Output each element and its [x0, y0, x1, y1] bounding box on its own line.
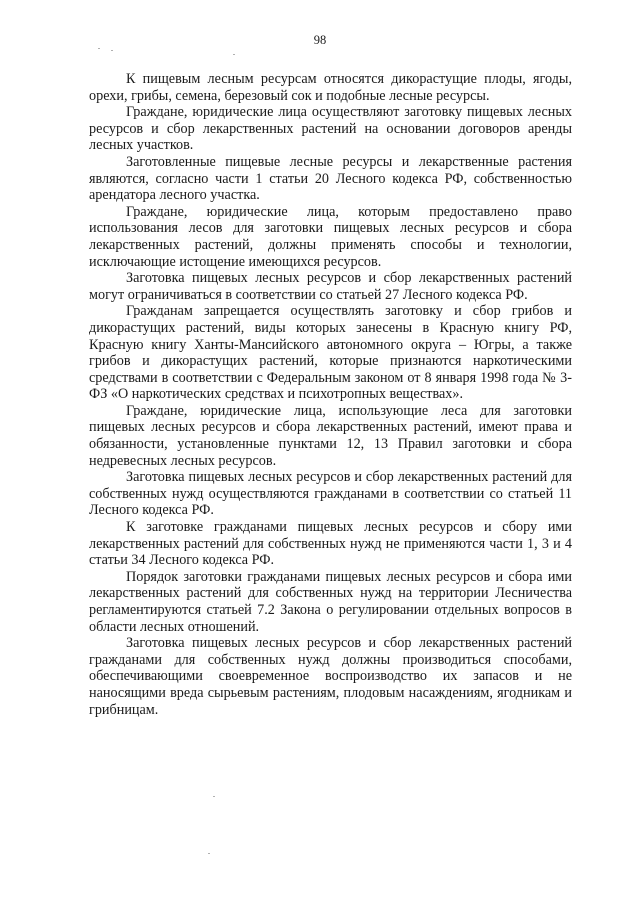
scan-speck [111, 50, 113, 51]
scan-speck [233, 54, 235, 55]
paragraph-rights-obligations: Граждане, юридические лица, использующие леса для заготовки пищевых лесных ресурсов и сбора лекарственных растений, имеют права и обязанности, установленные пунктами 12, 13 Правил заготовки и сбора недревесных лесных ресурсов. [89, 402, 572, 469]
paragraph-ownership: Заготовленные пищевые лесные ресурсы и лекарственные растения являются, согласно части 1 статьи 20 Лесного кодекса РФ, собственностью арендатора лесного участка. [89, 153, 572, 204]
paragraph-procedure: Порядок заготовки гражданами пищевых лесных ресурсов и сбора ими лекарственных растений для собственных нужд на территории Лесничества регламентируются статьей 7.2 Закона о регулировании отдельных вопросов в области лесных отношений. [89, 568, 572, 635]
paragraph-lease-harvesting: Граждане, юридические лица осуществляют заготовку пищевых лесных ресурсов и сбор лекарственных растений на основании договоров аренды лесных участков. [89, 104, 572, 154]
scan-speck [213, 796, 215, 797]
scan-speck [98, 48, 100, 49]
paragraph-food-resources-definition: К пищевым лесным ресурсам относятся дикорастущие плоды, ягоды, орехи, грибы, семена, березовый сок и подобные лесные ресурсы. [89, 71, 572, 104]
scan-speck [208, 853, 210, 854]
paragraph-restrictions: Заготовка пищевых лесных ресурсов и сбор лекарственных растений могут ограничиваться в соответствии со статьей 27 Лесного кодекса РФ. [89, 270, 572, 303]
paragraph-own-needs: Заготовка пищевых лесных ресурсов и сбор лекарственных растений для собственных нужд осуществляются гражданами в соответствии со статьей 11 Лесного кодекса РФ. [89, 469, 572, 519]
document-body [89, 71, 572, 718]
paragraph-non-applicable-articles: К заготовке гражданами пищевых лесных ресурсов и сбору ими лекарственных растений для собственных нужд не применяются части 1, 3 и 4 статьи 34 Лесного кодекса РФ. [89, 519, 572, 569]
paragraph-sustainable-methods: Заготовка пищевых лесных ресурсов и сбор лекарственных растений гражданами для собственных нужд должны производиться способами, обеспечивающими своевременное воспроизводство их запасов и не наносящими вреда сырьевым растениям, плодовым насаждениям, ягодникам и грибницам. [89, 635, 572, 718]
paragraph-harvesting-methods: Граждане, юридические лица, которым предоставлено право использования лесов для заготовки пищевых лесных ресурсов и сбора лекарственных растений, должны применять способы и технологии, исключающие истощение имеющихся ресурсов. [89, 203, 572, 270]
paragraph-prohibitions: Гражданам запрещается осуществлять заготовку и сбор грибов и дикорастущих растений, виды которых занесены в Красную книгу РФ, Красную книгу Ханты-Мансийского автономного округа – Югры, а также грибов и дикорастущих растений, которые признаются наркотическими средствами в соответствии с Федеральным законом от 8 января 1998 года № 3-ФЗ «О наркотических средствах и психотропных веществах». [89, 303, 572, 403]
page-number: 98 [313, 33, 327, 47]
